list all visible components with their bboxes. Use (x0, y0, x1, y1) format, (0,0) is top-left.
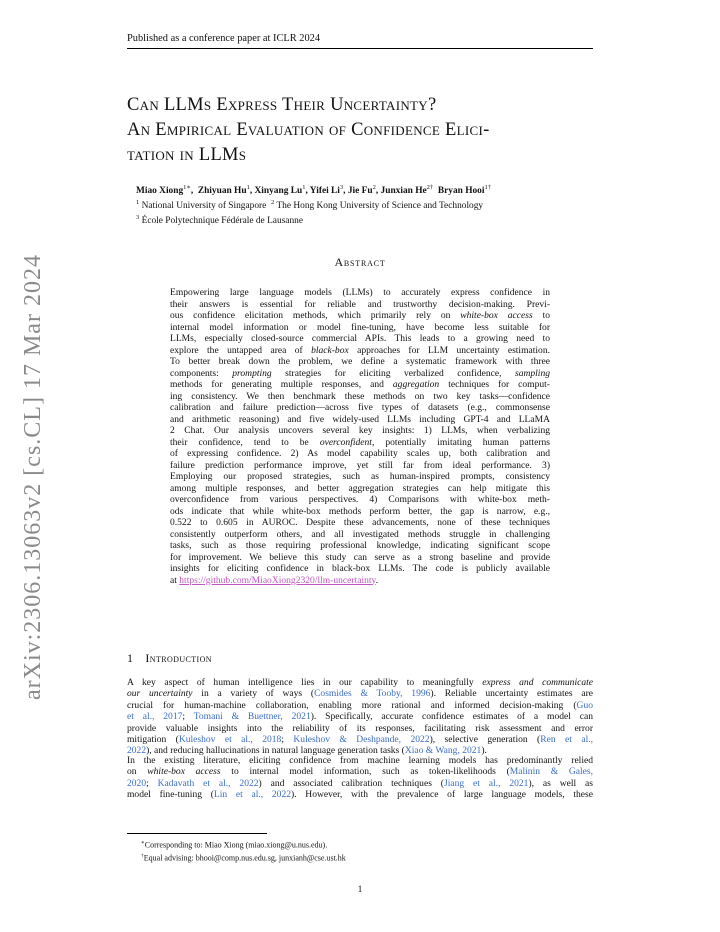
section-title: Introduction (145, 651, 212, 665)
abstract-line: insights for eliciting confidence in black-box LLMs. The code is publicly available (170, 563, 550, 574)
abstract-line: explore the untapped area of black-box approaches for LLM uncertainty estimation. (170, 344, 550, 356)
text-line: 2022), and reducing hallucinations in natural language generation tasks (Xiao & Wang, 2021). (127, 745, 487, 757)
citation-link[interactable]: Cosmides & Tooby, 1996 (314, 688, 431, 700)
arxiv-identifier-stamp: arXiv:2306.13063v2 [cs.CL] 17 Mar 2024 (20, 254, 46, 700)
text-line: crucial for human-machine collaboration, enabling more rational and informed decision-making (Guo (127, 699, 593, 711)
abstract-line: To better break down the problem, we define a systematic framework with three (170, 356, 550, 367)
code-repository-link[interactable]: https://github.com/MiaoXiong2320/llm-uncertainty (179, 574, 376, 586)
title-line-1: Can LLMs Express Their Uncertainty? (127, 95, 437, 115)
author: Junxian $He^{2\dagger}$ (380, 184, 434, 197)
abstract-line: consistently outperform others, and all investigated methods struggle in challenging (170, 528, 550, 540)
abstract-line: LLMs, especially closed-source commercial APIs. This leads to a growing need to (170, 333, 550, 344)
abstract-line: internal model information or model fine-tuning, have become less suitable for (170, 321, 550, 333)
abstract-line: ous confidence elicitation methods, which primarily rely on white-box access to (170, 310, 550, 321)
author: Bryan Hooi$^{1\dagger}$ (437, 184, 491, 197)
text-line: A key aspect of human intelligence lies in our capability to meaningfully express and communicate (127, 677, 593, 688)
intro-paragraph-1 (127, 677, 593, 757)
author-list: Miao Xiong$^{1∗}$, Zhiyuan Hu$^1$, Xinyang Lu$^1$, Yifei Li$^3$, Jie Fu$^2$, Junxian $He^{2\dagger}$ Bryan Hooi$^{1\dagger}$ (136, 184, 491, 197)
author: Zhiyuan Hu$^1$ (197, 184, 250, 197)
citation-link[interactable]: Malinin & Gales, (509, 766, 594, 778)
citation-link[interactable]: Guo (576, 699, 593, 711)
citation-link[interactable]: Tomani & Buettner, 2021 (193, 711, 311, 723)
abstract-line: 0.522 to 0.605 in AUROC. Despite these advancements, none of these techniques (170, 517, 550, 528)
text-line: In the existing literature, eliciting confidence from machine learning models has predominantly relied (127, 755, 593, 766)
abstract-line: ing consistency. We then benchmark these methods on two key tasks—confidence (170, 390, 550, 402)
citation-link[interactable]: Kuleshov et al., 2018 (178, 734, 282, 746)
citation-link[interactable]: Kadavath et al., 2022 (157, 777, 259, 789)
citation-link[interactable]: 2022 (127, 745, 147, 757)
text-line: our uncertainty in a variety of ways (Cosmides & Tooby, 1996). Reliable uncertainty estimates are (127, 688, 593, 700)
citation-link[interactable]: et al., 2017 (127, 711, 183, 723)
abstract-line: overconfidence from various perspectives. 4) Comparisons with white-box meth- (170, 494, 550, 505)
abstract-line: failure prediction performance improve, yet still far from ideal performance. 3) (170, 459, 550, 471)
abstract-line: Employing our proposed strategies, such as human-inspired prompts, consistency (170, 471, 550, 482)
citation-link[interactable]: Ren et al., (540, 734, 593, 746)
citation-link[interactable]: Xiao & Wang, 2021 (404, 745, 482, 757)
footnote: †Equal advising: bhooi@comp.nus.edu.sg, junxianh@cse.ust.hk (141, 852, 346, 863)
paper-title (127, 93, 597, 168)
page-number: 1 (357, 885, 363, 895)
text-line: 2020; Kadavath et al., 2022) and associated calibration techniques (Jiang et al., 2021), as well as (127, 777, 593, 789)
affiliation-line: $^1$ National University of Singapore $^2$ The Hong Kong University of Science and Technology (136, 199, 484, 212)
abstract-line: 2 Chat. Our analysis uncovers several key insights: 1) LLMs, when verbalizing (170, 425, 550, 436)
author: Jie Fu$^2$ (347, 184, 376, 197)
citation-link[interactable]: Jiang et al., 2021 (443, 777, 529, 789)
intro-paragraph-2 (127, 755, 593, 801)
abstract-body (170, 287, 550, 586)
section-heading-introduction (127, 651, 212, 666)
author: Xinyang Lu$^1$ (254, 184, 306, 197)
text-line: provide valuable insights into the reliability of its responses, facilitating risk assessment and error (127, 722, 593, 734)
author: Yifei Li$^3$ (309, 184, 344, 197)
abstract-line: methods for generating multiple responses, and aggregation techniques for comput- (170, 379, 550, 390)
affiliation-line: $^3$ École Polytechnique Fédérale de Lausanne (136, 214, 303, 227)
abstract-heading: Abstract (334, 255, 386, 269)
abstract-line: their confidence, tend to be overconfident, potentially imitating human patterns (170, 436, 550, 448)
footnote: ∗Corresponding to: Miao Xiong (miao.xiong@u.nus.edu). (141, 840, 328, 850)
abstract-line: at https://github.com/MiaoXiong2320/llm-uncertainty. (170, 574, 379, 586)
footnote-divider (127, 833, 267, 834)
footnotes (141, 838, 346, 863)
abstract-line: and arithmetic reasoning) and five widely-used LLMs including GPT-4 and LLaMA (170, 413, 550, 425)
abstract-line: ods indicate that while white-box methods perform better, the gap is narrow, e.g., (170, 505, 550, 517)
abstract-line: of expressing confidence. 2) As model capability scales up, both calibration and (170, 448, 550, 459)
citation-link[interactable]: Lin et al., 2022 (213, 789, 292, 801)
text-line: model fine-tuning (Lin et al., 2022). However, with the prevalence of large language models, these (127, 789, 593, 801)
author: Miao Xiong$^{1∗}$ (136, 184, 191, 197)
affiliations (136, 197, 606, 227)
citation-link[interactable]: 2020 (127, 777, 147, 789)
text-line: on white-box access to internal model information, such as token-likelihoods (Malinin & Gales, (127, 766, 594, 778)
text-line: mitigation (Kuleshov et al., 2018; Kuleshov & Deshpande, 2022), selective generation (Ren et al., (127, 734, 593, 746)
abstract-line: calibration and failure prediction—across five types of datasets (e.g., commonsense (170, 402, 550, 413)
abstract-line: their answers is essential for reliable and trustworthy decision-making. Previ- (170, 298, 550, 310)
running-header: Published as a conference paper at ICLR 2024 (127, 33, 593, 49)
title-line-3: tation in LLMs (127, 145, 247, 165)
section-number: 1 (127, 651, 134, 665)
abstract-line: Empowering large language models (LLMs) to accurately express confidence in (170, 287, 550, 298)
abstract-line: components: prompting strategies for eliciting verbalized confidence, sampling (170, 367, 550, 379)
abstract-line: for improvement. We believe this study can serve as a strong baseline and provide (170, 551, 550, 563)
title-line-2: An Empirical Evaluation of Confidence Elici- (127, 120, 490, 140)
abstract-line: tasks, such as those requiring professional knowledge, indicating significant scope (170, 540, 550, 551)
abstract-line: among multiple responses, and better aggregation strategies can help mitigate this (170, 482, 550, 494)
text-line: et al., 2017; Tomani & Buettner, 2021). Specifically, accurate confidence estimates of a model can (127, 711, 594, 723)
citation-link[interactable]: Kuleshov & Deshpande, 2022 (293, 734, 430, 746)
